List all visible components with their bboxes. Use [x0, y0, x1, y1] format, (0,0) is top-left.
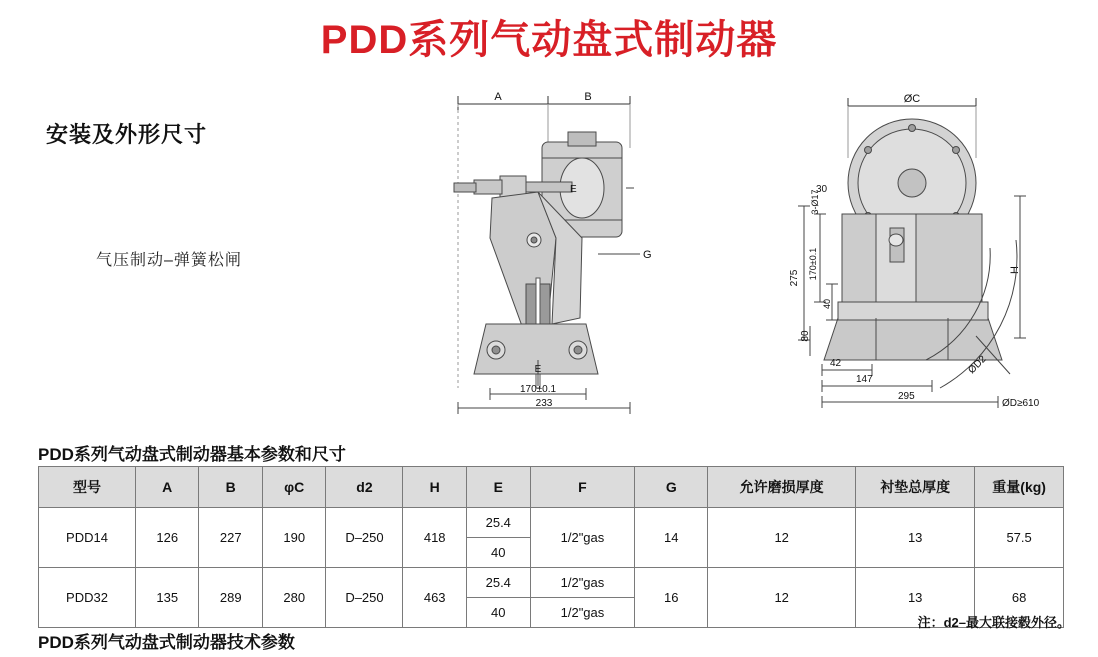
dim-label-30: 30 — [816, 184, 828, 195]
dim-label-h: H — [1009, 266, 1021, 274]
cell-model: PDD14 — [39, 508, 136, 568]
cell-lining: 13 — [856, 508, 975, 568]
dim-label-275: 275 — [789, 269, 800, 287]
cell-g: 14 — [635, 508, 708, 568]
col-header-wear-thickness: 允许磨损厚度 — [708, 467, 856, 508]
cell-d2: D–250 — [326, 508, 403, 568]
brake-side-view-drawing — [780, 88, 1080, 433]
col-header-a: A — [135, 467, 199, 508]
dim-label-170: 170±0.1 — [808, 247, 818, 281]
col-header-lining-thickness: 衬垫总厚度 — [856, 467, 975, 508]
col-header-d2: d2 — [326, 467, 403, 508]
cell-f-upper: 1/2"gas — [530, 568, 635, 598]
dim-label-b: B — [584, 91, 592, 103]
dim-label-3x17: 3-Ø17 — [810, 189, 820, 215]
page-title: PDD系列气动盘式制动器 — [320, 18, 778, 62]
cell-e-upper: 25.4 — [466, 508, 530, 538]
cell-c: 280 — [262, 568, 326, 628]
cell-g: 16 — [635, 568, 708, 628]
cell-e-upper: 25.4 — [466, 568, 530, 598]
cell-d2: D–250 — [326, 568, 403, 628]
cell-c: 190 — [262, 508, 326, 568]
col-header-b: B — [199, 467, 263, 508]
cell-e-lower: 40 — [466, 538, 530, 568]
brake-mode-label: 气压制动–弹簧松闸 — [96, 252, 242, 269]
dim-label-e-side: E — [570, 184, 577, 195]
cell-lining: 13 — [856, 568, 975, 628]
dim-label-80: 80 — [800, 330, 811, 342]
cell-wear: 12 — [708, 508, 856, 568]
col-header-f: F — [530, 467, 635, 508]
dim-label-42: 42 — [830, 358, 842, 369]
brake-front-view-drawing — [430, 88, 690, 418]
dim-label-oc: ØC — [903, 93, 921, 105]
col-header-h: H — [403, 467, 467, 508]
col-header-e: E — [466, 467, 530, 508]
dim-label-e-bottom: E — [534, 364, 542, 375]
table-row — [39, 508, 1064, 538]
dim-label-170: 170±0.1 — [519, 384, 557, 395]
table-header-row — [39, 467, 1064, 508]
dim-label-od2: ØD2 — [966, 353, 989, 377]
cell-e-lower: 40 — [466, 598, 530, 628]
dim-label-g: G — [643, 249, 652, 261]
cell-weight: 68 — [975, 568, 1064, 628]
cell-b: 227 — [199, 508, 263, 568]
table-row — [39, 568, 1064, 598]
col-header-weight: 重量(kg) — [975, 467, 1064, 508]
dim-label-295: 295 — [898, 391, 915, 402]
cell-a: 135 — [135, 568, 199, 628]
tech-params-heading: PDD系列气动盘式制动器技术参数 — [38, 633, 295, 652]
cell-b: 289 — [199, 568, 263, 628]
dim-label-40: 40 — [822, 298, 832, 310]
cell-h: 463 — [403, 568, 467, 628]
cell-a: 126 — [135, 508, 199, 568]
dim-label-233: 233 — [535, 398, 553, 409]
table-note: 注：d2–最大联接毂外径。 — [917, 615, 1070, 630]
cell-weight: 57.5 — [975, 508, 1064, 568]
col-header-model: 型号 — [39, 467, 136, 508]
install-dimensions-heading: 安装及外形尺寸 — [46, 122, 208, 147]
col-header-c: φC — [262, 467, 326, 508]
spec-table — [38, 466, 1064, 628]
cell-h: 418 — [403, 508, 467, 568]
cell-model: PDD32 — [39, 568, 136, 628]
dim-label-a: A — [494, 91, 502, 103]
cell-f: 1/2"gas — [530, 508, 635, 568]
cell-f-lower: 1/2"gas — [530, 598, 635, 628]
cell-wear: 12 — [708, 568, 856, 628]
dim-label-147: 147 — [856, 374, 873, 385]
params-table-heading: PDD系列气动盘式制动器基本参数和尺寸 — [38, 445, 346, 464]
dim-label-od610: ØD≥610 — [1002, 398, 1040, 409]
col-header-g: G — [635, 467, 708, 508]
